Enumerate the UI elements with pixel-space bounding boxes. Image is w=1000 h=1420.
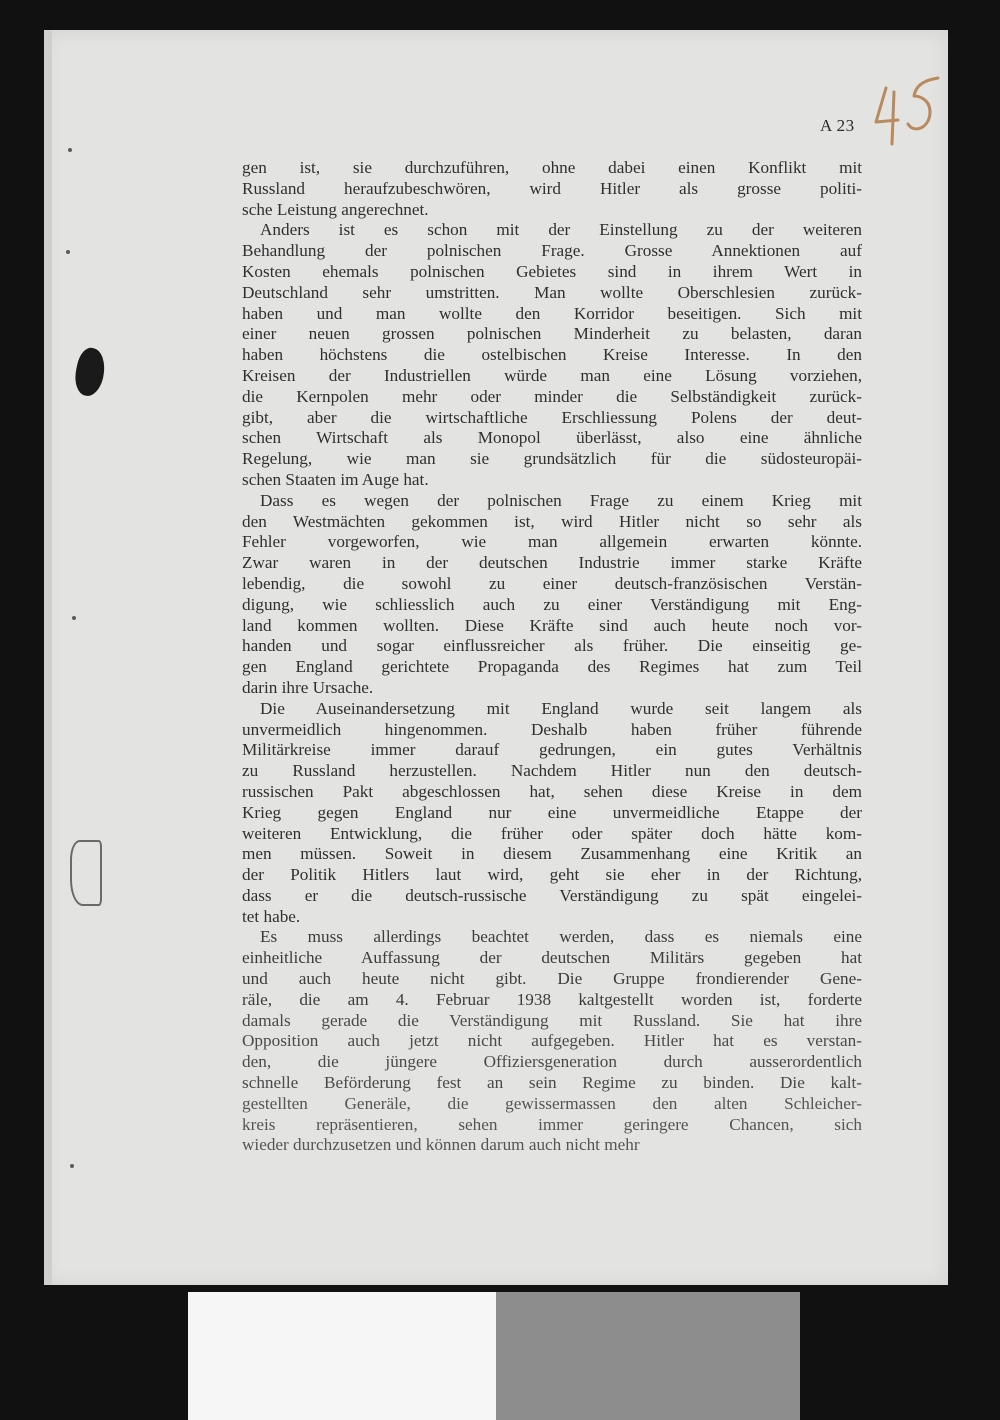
text-line: schen Wirtschaft als Monopol überlässt, also eine ähnliche	[242, 428, 862, 448]
text-line: lebendig, die sowohl zu einer deutsch-französischen Verstän-	[242, 573, 862, 593]
handwritten-folio-drawing	[868, 70, 952, 150]
text-line: Zwar waren in der deutschen Industrie immer starke Kräfte	[242, 553, 862, 573]
paper-speck	[66, 250, 70, 254]
text-line: Anders ist es schon mit der Einstellung zu der weiteren	[260, 220, 862, 240]
text-line: men müssen. Soweit in diesem Zusammenhang eine Kritik an	[242, 844, 862, 864]
torn-hole-outline	[70, 840, 102, 906]
text-line: Dass es wegen der polnischen Frage zu einem Krieg mit	[260, 490, 862, 510]
text-line: Regelung, wie man sie grundsätzlich für die südosteuropäi-	[242, 449, 862, 469]
text-line: Fehler vorgeworfen, wie man allgemein erwarten könnte.	[242, 532, 862, 552]
text-line: Krieg gegen England nur eine unvermeidliche Etappe der	[242, 802, 862, 822]
text-line: darin ihre Ursache.	[242, 677, 374, 697]
text-line: den Westmächten gekommen ist, wird Hitler nicht so sehr als	[242, 511, 862, 531]
page-reference: A 23	[820, 116, 855, 135]
paper-speck	[72, 616, 76, 620]
text-line: Die Auseinandersetzung mit England wurde seit langem als	[260, 698, 862, 718]
text-line: Behandlung der polnischen Frage. Grosse Annektionen auf	[242, 241, 862, 261]
text-line: gestellten Generäle, die gewissermassen den alten Schleicher-	[242, 1093, 862, 1113]
paper-speck	[70, 1164, 74, 1168]
text-line: Militärkreise immer darauf gedrungen, ein gutes Verhältnis	[242, 740, 862, 760]
text-line: gibt, aber die wirtschaftliche Erschliessung Polens der deut-	[242, 407, 862, 427]
text-line: digung, wie schliesslich auch zu einer Verständigung mit Eng-	[242, 594, 862, 614]
text-line: gen England gerichtete Propaganda des Regimes hat zum Teil	[242, 657, 862, 677]
text-line: Opposition auch jetzt nicht aufgegeben. Hitler hat es verstan-	[242, 1031, 862, 1051]
text-line: sche Leistung angerechnet.	[242, 199, 429, 219]
text-line: Kreisen der Industriellen würde man eine Lösung vorziehen,	[242, 365, 862, 385]
text-line: die Kernpolen mehr oder minder die Selbständigkeit zurück-	[242, 386, 862, 406]
text-line: kreis repräsentieren, sehen immer geringere Chancen, sich	[242, 1114, 862, 1134]
text-line: schen Staaten im Auge hat.	[242, 469, 429, 489]
text-line: wieder durchzusetzen und können darum auch nicht mehr	[242, 1135, 640, 1155]
sheet-left-edge	[44, 30, 52, 1285]
text-line: russischen Pakt abgeschlossen hat, sehen diese Kreise in dem	[242, 781, 862, 801]
document-body-text	[242, 158, 862, 1156]
text-line: dass er die deutsch-russische Verständigung zu spät eingelei-	[242, 885, 862, 905]
text-line: einheitliche Auffassung der deutschen Militärs gegeben hat	[242, 948, 862, 968]
text-line: Es muss allerdings beachtet werden, dass es niemals eine	[260, 927, 862, 947]
color-calibration-gray	[496, 1292, 800, 1420]
handwritten-folio-number	[868, 70, 952, 150]
text-line: unvermeidlich hingenommen. Deshalb haben früher führende	[242, 719, 862, 739]
color-calibration-white	[188, 1292, 496, 1420]
text-line: haben und man wollte den Korridor beseitigen. Sich mit	[242, 303, 862, 323]
text-line: Deutschland sehr umstritten. Man wollte Oberschlesien zurück-	[242, 282, 862, 302]
text-line: land kommen wollten. Diese Kräfte sind auch heute noch vor-	[242, 615, 862, 635]
text-line: haben höchstens die ostelbischen Kreise Interesse. In den	[242, 345, 862, 365]
text-line: schnelle Beförderung fest an sein Regime zu binden. Die kalt-	[242, 1073, 862, 1093]
text-line: räle, die am 4. Februar 1938 kaltgestellt worden ist, forderte	[242, 989, 862, 1009]
text-line: einer neuen grossen polnischen Minderheit zu belasten, daran	[242, 324, 862, 344]
text-line: Kosten ehemals polnischen Gebietes sind in ihrem Wert in	[242, 261, 862, 281]
text-line: weiteren Entwicklung, die früher oder später doch hätte kom-	[242, 823, 862, 843]
text-line: damals gerade die Verständigung mit Russland. Sie hat ihre	[242, 1010, 862, 1030]
text-line: zu Russland herzustellen. Nachdem Hitler nun den deutsch-	[242, 761, 862, 781]
text-line: der Politik Hitlers laut wird, geht sie eher in der Richtung,	[242, 865, 862, 885]
text-line: gen ist, sie durchzuführen, ohne dabei einen Konflikt mit	[242, 158, 862, 177]
text-line: handen und sogar einflussreicher als früher. Die einseitig ge-	[242, 636, 862, 656]
text-line: den, die jüngere Offiziersgeneration durch ausserordentlich	[242, 1052, 862, 1072]
text-line: tet habe.	[242, 906, 301, 926]
text-line: Russland heraufzubeschwören, wird Hitler als grosse politi-	[242, 178, 862, 198]
text-line: und auch heute nicht gibt. Die Gruppe frondierender Gene-	[242, 969, 862, 989]
paper-speck	[68, 148, 72, 152]
